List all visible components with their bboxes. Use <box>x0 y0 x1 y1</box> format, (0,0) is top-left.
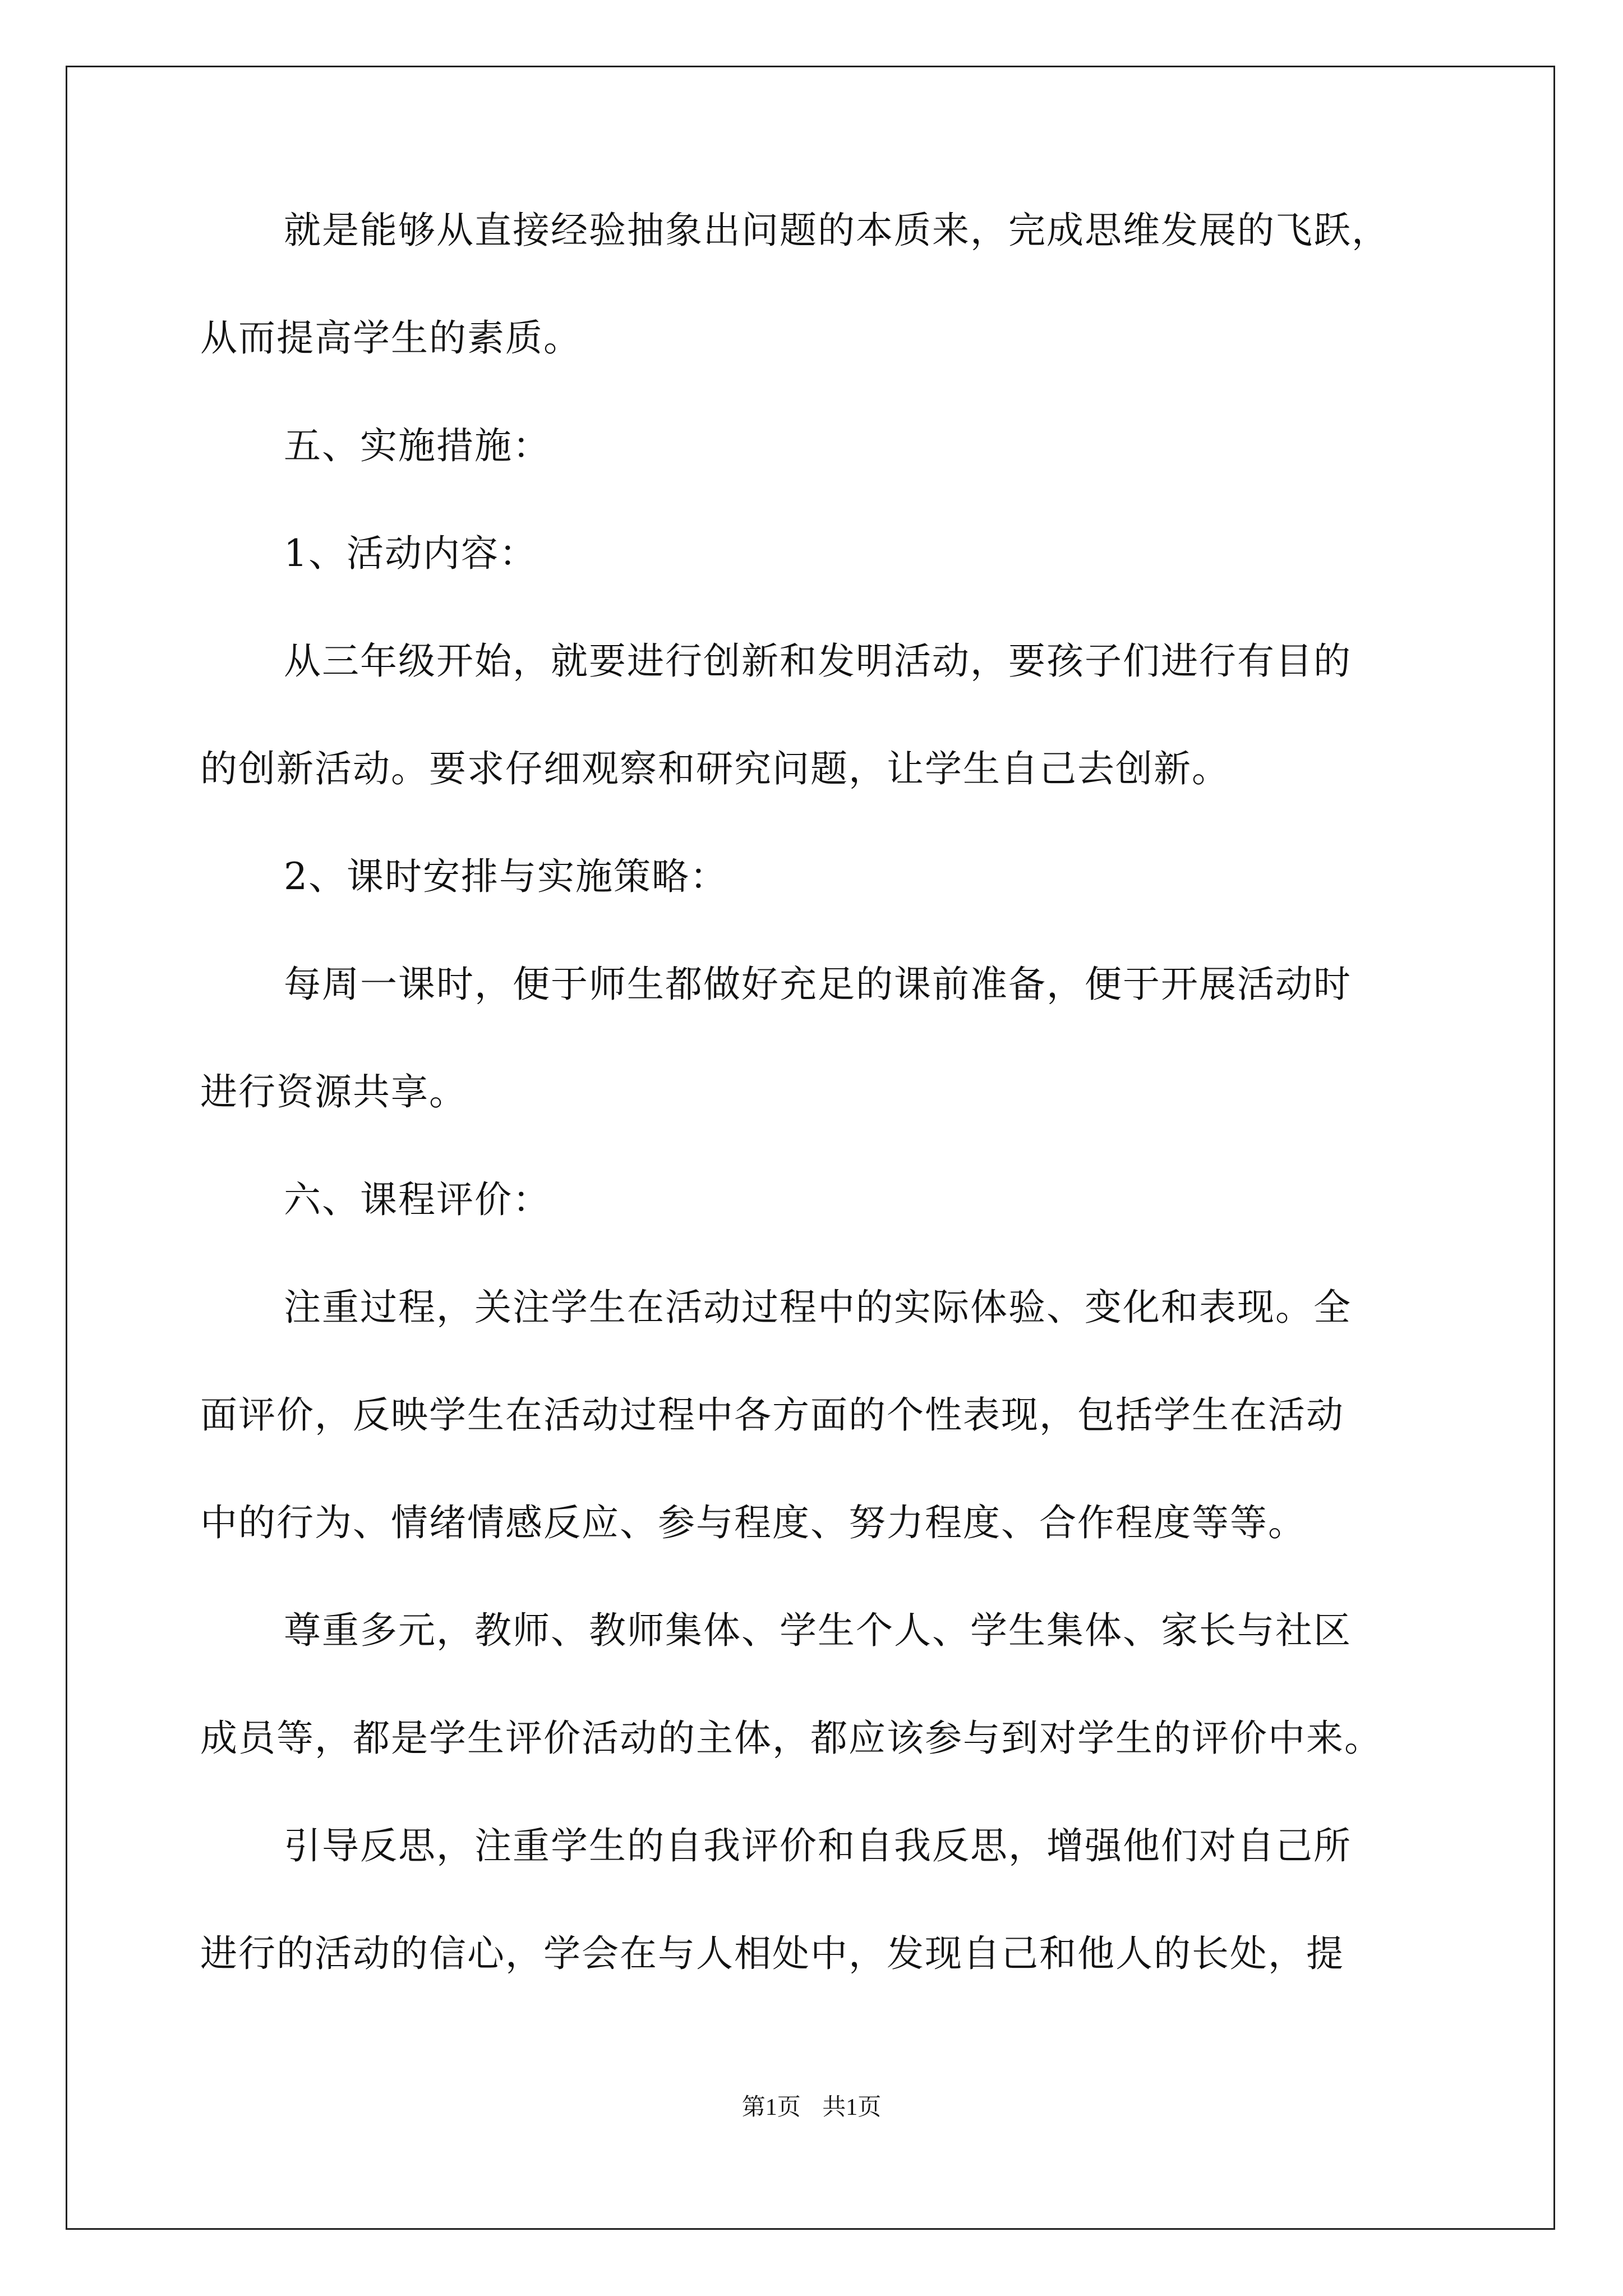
text-line: 成员等，都是学生评价活动的主体，都应该参与到对学生的评价中来。 <box>200 1717 1382 1760</box>
text-line: 五、实施措施： <box>284 424 551 467</box>
text-line: 面评价，反映学生在活动过程中各方面的个性表现，包括学生在活动 <box>200 1393 1344 1437</box>
text-line: 就是能够从直接经验抽象出问题的本质来，完成思维发展的飞跃， <box>284 209 1390 252</box>
text-line: 引导反思，注重学生的自我评价和自我反思，增强他们对自己所 <box>284 1824 1352 1867</box>
text-line: 进行资源共享。 <box>200 1070 467 1114</box>
page-footer <box>0 2096 1623 2119</box>
text-line: 从三年级开始，就要进行创新和发明活动，要孩子们进行有目的 <box>284 639 1352 683</box>
text-line: 每周一课时，便于师生都做好充足的课前准备，便于开展活动时 <box>284 963 1352 1006</box>
text-line: 2、课时安排与实施策略： <box>284 855 728 898</box>
page-total: 共1页 <box>822 2095 882 2120</box>
text-line: 进行的活动的信心，学会在与人相处中，发现自己和他人的长处，提 <box>200 1932 1344 1975</box>
text-line: 尊重多元，教师、教师集体、学生个人、学生集体、家长与社区 <box>284 1609 1352 1652</box>
page-number: 第1页 <box>741 2095 801 2120</box>
text-line: 中的行为、情绪情感反应、参与程度、努力程度、合作程度等等。 <box>200 1501 1306 1544</box>
text-line: 注重过程，关注学生在活动过程中的实际体验、变化和表现。全 <box>284 1286 1352 1329</box>
text-line: 1、活动内容： <box>284 532 537 575</box>
text-line: 从而提高学生的素质。 <box>200 316 582 360</box>
text-line: 六、课程评价： <box>284 1178 551 1221</box>
page-border <box>66 66 1555 2230</box>
text-line: 的创新活动。要求仔细观察和研究问题，让学生自己去创新。 <box>200 747 1230 790</box>
